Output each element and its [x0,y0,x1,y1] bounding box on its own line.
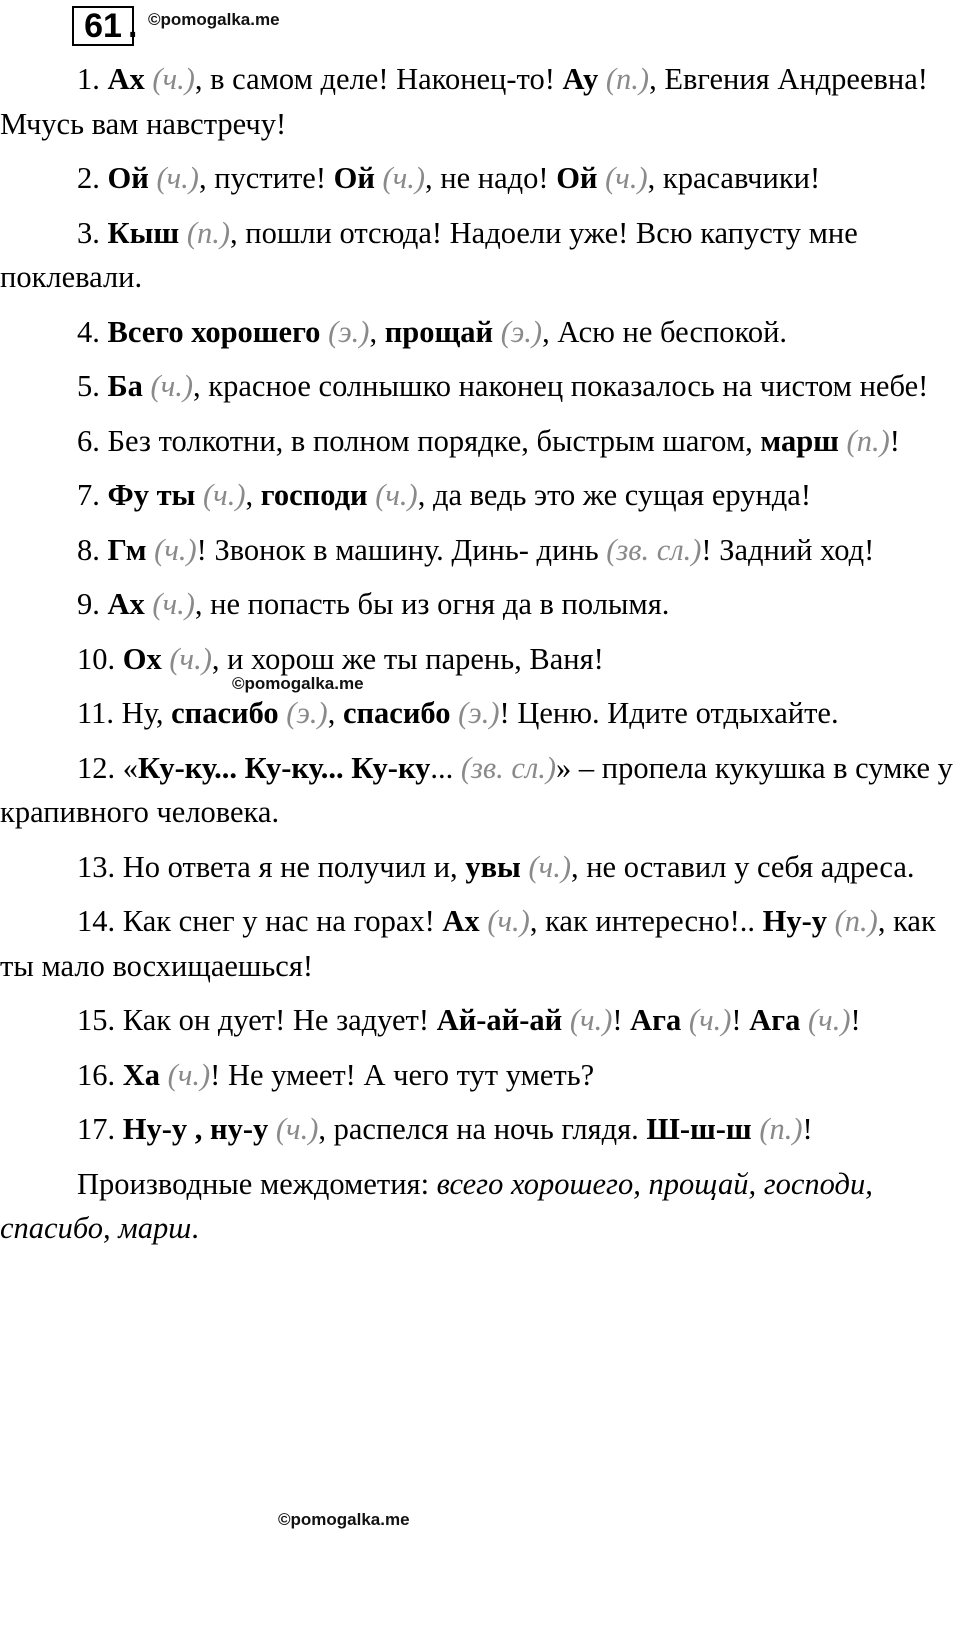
watermark: ©pomogalka.me [148,10,280,29]
interjection: Всего хорошего [107,314,321,349]
text-segment: ! [612,1003,631,1037]
text-segment: 11. Ну, [77,696,172,730]
text-segment [320,315,328,349]
watermark: ©pomogalka.me [278,1510,410,1529]
category-label: (п.) [759,1112,803,1146]
text-segment: , пошли отсюда! Надоели уже! Всю капусту мне поклевали. [0,215,858,294]
interjection: Ах [107,587,145,621]
sentence-item [0,419,960,464]
category-label: (зв. сл.) [606,532,702,567]
interjection: Фу ты [107,478,196,512]
sentence-item [0,528,960,573]
exercise-number-dot: . [128,7,138,45]
text-segment [451,696,459,730]
interjection: господи [260,478,368,512]
category-label: (ч.) [487,904,530,938]
text-segment: 6. Без толкотни, в полном порядке, быстрым шагом, [77,423,761,458]
text-segment [195,478,203,512]
text-segment: 5. [77,369,108,403]
sentence-item [0,211,960,300]
text-segment [681,1003,689,1037]
text-segment: , как интересно!.. [529,904,763,938]
interjection: Ау [562,62,599,96]
text-segment: , и хорош же ты парень, Ваня! [211,641,604,676]
sentence-item [0,998,960,1043]
text-segment [268,1112,276,1146]
text-segment: , как ты мало восхищаешься! [0,904,936,983]
text-segment: 12. « [77,750,138,785]
text-segment: 3. [77,215,108,250]
interjection: Ой [107,161,149,195]
category-label: (ч.) [152,587,195,621]
text-segment: , Евгения Андреевна! Мчусь вам навстречу! [0,62,928,141]
text-segment: ... [430,750,461,785]
interjection: Ку-ку... Ку-ку... Ку-ку [138,750,431,785]
category-label: (ч.) [203,478,246,512]
text-segment: 4. [77,314,108,349]
category-label: (ч.) [152,62,195,96]
sentence-item [0,364,960,409]
sentence-item [0,746,960,835]
text-segment: 14. Как снег у нас на горах! [77,904,443,938]
text-segment: 10. [77,641,123,676]
category-label: (ч.) [569,1003,613,1037]
sentence-item [0,691,960,736]
sentence-item [0,637,960,682]
interjection: Ба [107,369,143,403]
sentence-item [0,582,960,627]
text-segment: , пустите! [198,161,334,195]
text-segment: 16. [77,1057,123,1092]
text-segment [143,369,151,403]
category-label: (п.) [834,904,878,938]
category-label: (ч.) [169,641,212,676]
exercise-number: 61 [72,6,134,46]
text-segment: ! Не умеет! А чего тут уметь? [210,1057,595,1092]
interjection: Ах [107,62,145,96]
category-label: (ч.) [375,478,418,512]
category-label: (ч.) [156,161,199,195]
text-segment: . [191,1211,199,1245]
category-label: (ч.) [688,1003,732,1037]
category-label: (э.) [286,696,328,730]
text-segment [598,62,606,96]
text-segment: ! [889,423,900,458]
sentence-item [0,1107,960,1152]
text-segment: , не оставил у себя адреса. [570,849,915,884]
derived-interjections: всего хорошего, прощай, господи, спасибо, марш [0,1166,873,1245]
interjection: Ай-ай-ай [436,1003,563,1037]
sentence-item [0,1053,960,1098]
text-segment: 2. [77,161,108,195]
text-segment: ! Задний ход! [701,532,875,567]
category-label: (э.) [500,314,543,349]
category-label: (ч.) [167,1057,211,1092]
text-segment: 9. [77,587,108,621]
text-segment [827,904,835,938]
category-label: (п.) [605,62,650,96]
text-segment [598,161,606,195]
text-segment [839,424,847,458]
sentence-item [0,156,960,201]
interjection: прощай [384,314,494,349]
text-segment [147,533,155,567]
category-label: (ч.) [275,1112,319,1146]
text-segment [160,1058,168,1092]
text-segment [179,216,187,250]
sentence-item [0,310,960,355]
text-segment: , красавчики! [647,161,821,195]
category-label: (ч.) [807,1003,851,1037]
interjection: Гм [107,532,147,567]
interjection: Ох [122,641,162,676]
sentence-item [0,473,960,518]
text-segment: ! [850,1003,861,1037]
text-segment: , в самом деле! Наконец-то! [194,62,563,96]
interjection: спасибо [171,696,279,730]
watermark: ©pomogalka.me [232,674,364,693]
exercise-header [0,0,960,50]
category-label: (п.) [186,215,231,250]
category-label: (ч.) [605,161,648,195]
interjection: Ну-у [762,904,827,938]
text-segment: 17. [77,1112,123,1146]
sentence-item [0,899,960,988]
category-label: (ч.) [150,369,194,403]
text-segment: , Асю не беспокой. [542,314,788,349]
sentence-item [0,845,960,890]
text-segment: 13. Но ответа я не получил и, [77,849,466,884]
text-segment: ! Звонок в машину. Динь- динь [196,532,607,567]
text-segment: 1. [77,62,108,96]
text-segment: , [369,314,385,349]
category-label: (э.) [328,314,370,349]
category-label: (э.) [458,696,500,730]
text-segment: ! Ценю. Идите отдыхайте. [499,696,839,730]
interjection: Ага [630,1003,682,1037]
interjection: Ой [556,161,598,195]
interjection: марш [760,423,839,458]
interjection: Кыш [107,215,180,250]
interjection: Ой [333,161,375,195]
text-segment: 15. Как он дует! Не задует! [77,1003,437,1037]
text-segment: , [327,696,343,730]
text-segment: , [245,478,261,512]
category-label: (ч.) [382,161,426,195]
text-segment: , красное солнышко наконец показалось на чистом небе! [193,369,929,403]
interjection: Ну-у , ну-у [122,1112,269,1146]
text-segment: 7. [77,478,108,512]
text-segment: » – пропела кукушка в сумке у крапивного человека. [0,750,953,829]
sentence-item [0,57,960,146]
interjection: Ага [749,1003,801,1037]
conclusion [0,1162,960,1251]
category-label: (п.) [846,423,890,458]
category-label: (зв. сл.) [460,750,557,785]
text-segment: , не надо! [425,161,557,195]
text-segment [562,1003,570,1037]
text-segment: Производные междометия: [77,1166,437,1201]
text-segment [375,161,383,195]
text-segment: , не попасть бы из огня да в полымя. [194,587,670,621]
interjection: Ах [442,904,480,938]
exercise-content [0,57,960,1261]
category-label: (ч.) [528,849,571,884]
text-segment: ! [802,1112,813,1146]
text-segment: 8. [77,532,108,567]
interjection: Ш-ш-ш [646,1112,752,1146]
interjection: увы [465,849,521,884]
text-segment: , распелся на ночь глядя. [318,1112,647,1146]
category-label: (ч.) [154,532,197,567]
text-segment: , да ведь это же сущая ерунда! [417,478,812,512]
text-segment [800,1003,808,1037]
text-segment: ! [731,1003,750,1037]
interjection: спасибо [342,696,451,730]
interjection: Ха [122,1057,161,1092]
text-segment [493,315,501,349]
